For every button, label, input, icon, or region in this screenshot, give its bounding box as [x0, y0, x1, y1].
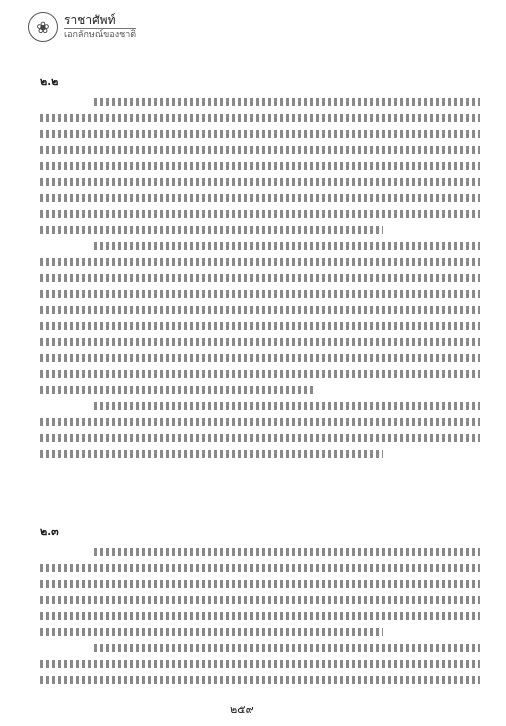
paragraph-block: [40, 644, 480, 684]
page-header: [28, 12, 136, 42]
section-2-3: [40, 520, 480, 692]
section-marker: ๒.๓: [40, 525, 59, 538]
page-number: ๒๕๙: [230, 703, 254, 716]
paragraph-block: [40, 242, 480, 394]
header-subtitle: เอกลักษณ์ของชาติ: [64, 29, 137, 40]
paragraph-block: [40, 402, 480, 458]
header-titles: [64, 13, 136, 41]
paragraph-block: [40, 548, 480, 636]
section-marker: ๒.๒: [40, 75, 59, 88]
section-2-2: [40, 70, 480, 466]
header-title: ราชาศัพท์: [64, 12, 116, 27]
ornament-icon: ❀: [28, 12, 58, 42]
paragraph-block: [40, 98, 480, 234]
